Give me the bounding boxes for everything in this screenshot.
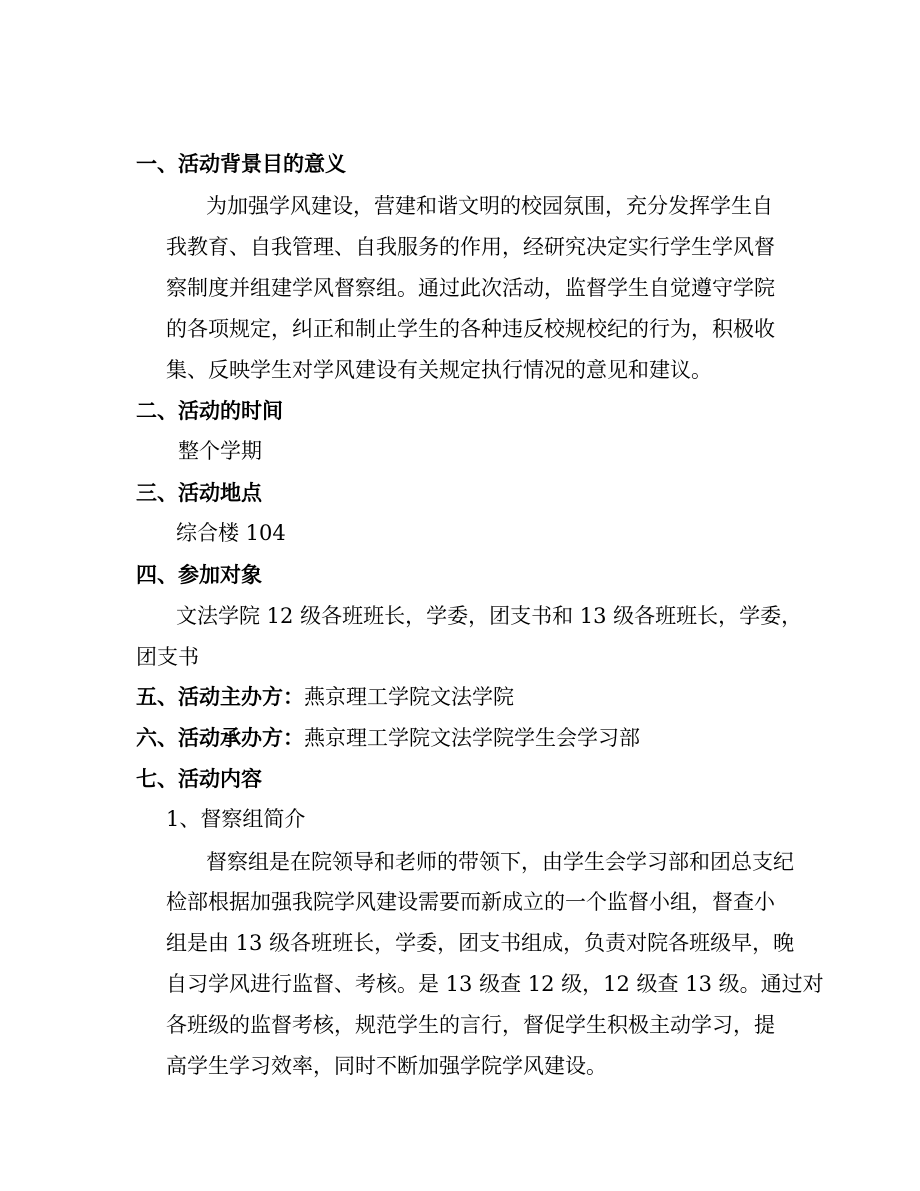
paragraph-line: 组是由 13 级各班班长，学委，团支书组成，负责对院各班级早，晚 [166,931,795,955]
paragraph-line: 集、反映学生对学风建设有关规定执行情况的意见和建议。 [166,358,712,382]
section-text-time: 整个学期 [178,439,262,463]
paragraph-line: 督察组是在院领导和老师的带领下，由学生会学习部和团总支纪 [206,850,794,874]
organizer-value: 燕京理工学院文法学院 [304,685,514,709]
paragraph-line: 文法学院 12 级各班班长，学委，团支书和 13 级各班班长，学委， [176,604,803,628]
section-heading-location: 三、活动地点 [136,480,262,505]
paragraph-line: 高学生学习效率，同时不断加强学院学风建设。 [166,1054,607,1078]
paragraph-line: 为加强学风建设，营建和谐文明的校园氛围，充分发挥学生自 [206,194,773,218]
undertaker-label: 六、活动承办方： [136,725,304,750]
paragraph-line: 的各项规定，纠正和制止学生的各种违反校规校纪的行为，积极收 [166,317,775,341]
paragraph-line: 自习学风进行监督、考核。是 13 级查 12 级，12 级查 13 级。通过对 [166,972,824,996]
section-heading-content: 七、活动内容 [136,766,262,791]
paragraph-line: 各班级的监督考核，规范学生的言行，督促学生积极主动学习，提 [166,1013,775,1037]
paragraph-line: 察制度并组建学风督察组。通过此次活动，监督学生自觉遵守学院 [166,276,775,300]
section-heading-organizer [136,683,514,711]
undertaker-value: 燕京理工学院文法学院学生会学习部 [304,726,640,750]
section-heading-background: 一、活动背景目的意义 [136,151,346,176]
section-heading-time: 二、活动的时间 [136,398,283,423]
subsection-title: 1、督察组简介 [166,807,306,831]
organizer-label: 五、活动主办方： [136,684,304,709]
paragraph-line: 我教育、自我管理、自我服务的作用，经研究决定实行学生学风督 [166,235,775,259]
section-heading-participants: 四、参加对象 [136,562,262,587]
section-heading-undertaker [136,724,640,752]
section-text-location: 综合楼 104 [176,521,286,545]
paragraph-line: 团支书 [136,645,199,669]
paragraph-line: 检部根据加强我院学风建设需要而新成立的一个监督小组，督查小 [166,890,775,914]
